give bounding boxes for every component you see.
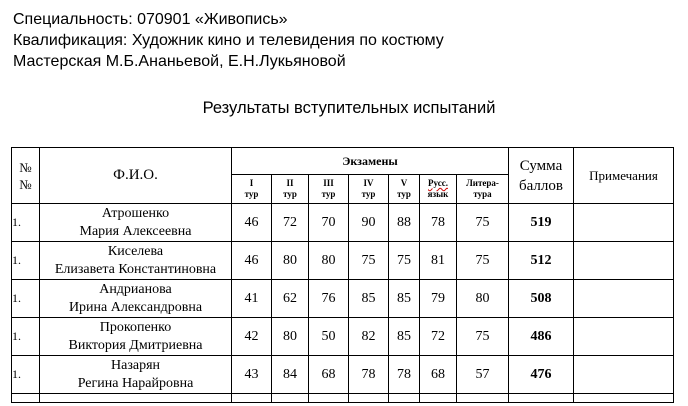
exam-header-tour-5: V тур (389, 175, 420, 204)
student-name: Прокопенко Виктория Дмитриевна (40, 318, 232, 356)
score-literature: 75 (457, 204, 509, 242)
table-row-cut-off (12, 394, 674, 403)
score-tour-2: 84 (272, 356, 309, 394)
column-header-number (12, 148, 40, 204)
score-russian: 79 (420, 280, 457, 318)
column-header-number-line1: № (19, 159, 32, 175)
student-name: Андрианова Ирина Александровна (40, 280, 232, 318)
student-name: Атрошенко Мария Алексеевна (40, 204, 232, 242)
workshop-line: Мастерская М.Б.Ананьевой, Е.Н.Лукьяновой (13, 53, 346, 70)
score-russian: 72 (420, 318, 457, 356)
score-tour-2: 72 (272, 204, 309, 242)
score-tour-1: 43 (232, 356, 272, 394)
score-russian: 68 (420, 356, 457, 394)
score-tour-3: 68 (309, 356, 349, 394)
row-number: 1. (12, 204, 40, 242)
score-tour-1: 46 (232, 204, 272, 242)
score-tour-5: 88 (389, 204, 420, 242)
document-header (13, 9, 444, 72)
exam-header-tour-3: III тур (309, 175, 349, 204)
column-header-notes: Примечания (574, 148, 674, 204)
score-russian: 81 (420, 242, 457, 280)
exam-header-tour-2: II тур (272, 175, 309, 204)
table-row (12, 356, 674, 394)
column-header-sum-line1: Сумма (519, 157, 563, 174)
score-total: 486 (509, 318, 574, 356)
score-tour-2: 80 (272, 318, 309, 356)
row-note (574, 318, 674, 356)
score-tour-5: 85 (389, 318, 420, 356)
row-number: 1. (12, 318, 40, 356)
score-tour-3: 80 (309, 242, 349, 280)
score-tour-2: 80 (272, 242, 309, 280)
student-name: Киселева Елизавета Константиновна (40, 242, 232, 280)
score-russian: 78 (420, 204, 457, 242)
exam-header-russian: Русс. язык (420, 175, 457, 204)
score-tour-1: 46 (232, 242, 272, 280)
exam-header-tour-4: IV тур (349, 175, 389, 204)
score-tour-5: 78 (389, 356, 420, 394)
score-tour-4: 75 (349, 242, 389, 280)
specialty-line: Специальность: 070901 «Живопись» (13, 11, 288, 28)
row-number: 1. (12, 356, 40, 394)
score-tour-4: 90 (349, 204, 389, 242)
score-tour-2: 62 (272, 280, 309, 318)
table-row (12, 242, 674, 280)
student-name: Назарян Регина Нарайровна (40, 356, 232, 394)
qualification-line: Квалификация: Художник кино и телевидения по костюму (13, 32, 444, 49)
column-header-sum (509, 148, 574, 204)
score-tour-4: 78 (349, 356, 389, 394)
score-total: 519 (509, 204, 574, 242)
score-tour-5: 75 (389, 242, 420, 280)
row-number: 1. (12, 242, 40, 280)
score-literature: 75 (457, 242, 509, 280)
exam-header-literature: Литера- тура (457, 175, 509, 204)
score-total: 512 (509, 242, 574, 280)
row-note (574, 280, 674, 318)
table-row (12, 318, 674, 356)
score-tour-1: 41 (232, 280, 272, 318)
score-tour-4: 82 (349, 318, 389, 356)
score-total: 508 (509, 280, 574, 318)
score-total: 476 (509, 356, 574, 394)
score-tour-3: 50 (309, 318, 349, 356)
score-tour-4: 85 (349, 280, 389, 318)
table-row (12, 280, 674, 318)
row-number: 1. (12, 280, 40, 318)
column-header-exams: Экзамены (232, 148, 509, 175)
row-note (574, 204, 674, 242)
page-title: Результаты вступительных испытаний (202, 99, 496, 117)
row-note (574, 242, 674, 280)
column-header-number-line2: № (19, 176, 32, 192)
results-table (11, 147, 674, 403)
table-row (12, 204, 674, 242)
score-literature: 57 (457, 356, 509, 394)
score-tour-5: 85 (389, 280, 420, 318)
row-note (574, 356, 674, 394)
exam-header-tour-1: I тур (232, 175, 272, 204)
score-literature: 80 (457, 280, 509, 318)
score-literature: 75 (457, 318, 509, 356)
score-tour-3: 76 (309, 280, 349, 318)
column-header-fio: Ф.И.О. (40, 148, 232, 204)
score-tour-3: 70 (309, 204, 349, 242)
column-header-sum-line2: баллов (519, 177, 563, 194)
score-tour-1: 42 (232, 318, 272, 356)
